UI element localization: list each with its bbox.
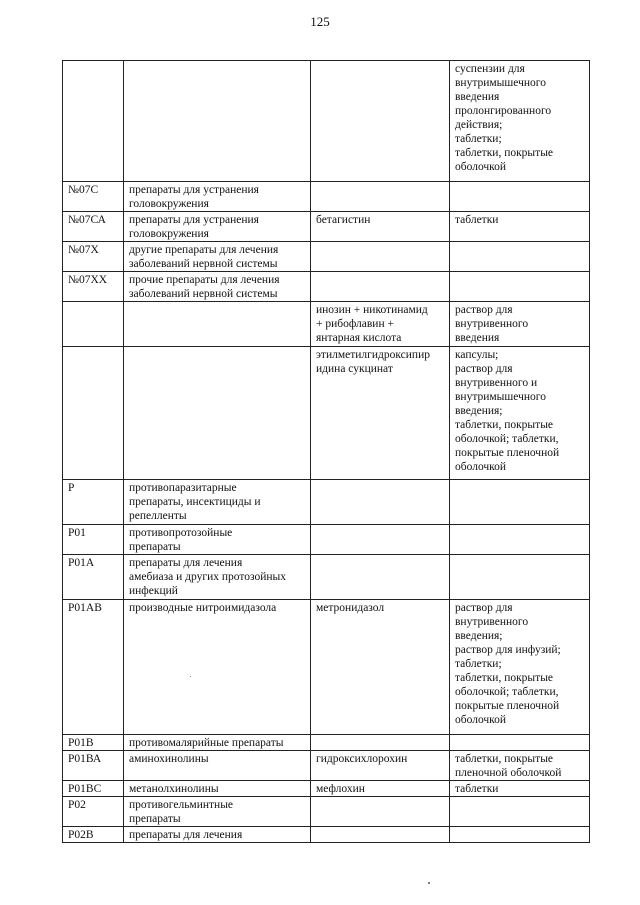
dosage-form-cell: раствор для внутривенного введения bbox=[450, 302, 590, 347]
drug-table bbox=[62, 60, 590, 843]
drug-name-cell bbox=[311, 61, 450, 182]
dosage-form-cell: капсулы; раствор для внутривенного и внутримышечного введения; таблетки, покрытые оболочкой; таблетки, покрытые пленочной оболочкой bbox=[450, 347, 590, 480]
dosage-form-cell: раствор для внутривенного введения; раствор для инфузий; таблетки; таблетки, покрытые оболочкой; таблетки, покрытые пленочной оболочкой bbox=[450, 600, 590, 735]
dosage-form-cell bbox=[450, 797, 590, 827]
drug-name-cell bbox=[311, 182, 450, 212]
drug-name-cell bbox=[311, 480, 450, 525]
drug-name-cell bbox=[311, 242, 450, 272]
drug-name-cell bbox=[311, 555, 450, 600]
group-name-cell: противомалярийные препараты bbox=[124, 735, 311, 751]
drug-name-cell: гидроксихлорохин bbox=[311, 751, 450, 781]
group-name-cell bbox=[124, 302, 311, 347]
group-name-cell bbox=[124, 347, 311, 480]
drug-name-cell bbox=[311, 827, 450, 843]
group-name-cell: производные нитроимидазола bbox=[124, 600, 311, 735]
group-name-cell: препараты для устранения головокружения bbox=[124, 212, 311, 242]
dosage-form-cell bbox=[450, 272, 590, 302]
table-row bbox=[63, 735, 590, 751]
table-row bbox=[63, 827, 590, 843]
drug-name-cell: метронидазол bbox=[311, 600, 450, 735]
atc-code-cell bbox=[63, 302, 124, 347]
table-row bbox=[63, 600, 590, 735]
table-row bbox=[63, 751, 590, 781]
table-row bbox=[63, 480, 590, 525]
group-name-cell: метанолхинолины bbox=[124, 781, 311, 797]
group-name-cell: препараты для лечения bbox=[124, 827, 311, 843]
atc-code-cell: Р bbox=[63, 480, 124, 525]
group-name-cell: препараты для устранения головокружения bbox=[124, 182, 311, 212]
dosage-form-cell: таблетки bbox=[450, 212, 590, 242]
atc-code-cell: Р01ВА bbox=[63, 751, 124, 781]
atc-code-cell: Р01АВ bbox=[63, 600, 124, 735]
atc-code-cell: №07Х bbox=[63, 242, 124, 272]
dosage-form-cell bbox=[450, 525, 590, 555]
drug-name-cell bbox=[311, 797, 450, 827]
table-row bbox=[63, 242, 590, 272]
drug-name-cell bbox=[311, 272, 450, 302]
atc-code-cell: Р01 bbox=[63, 525, 124, 555]
drug-name-cell: мефлохин bbox=[311, 781, 450, 797]
atc-code-cell: Р02 bbox=[63, 797, 124, 827]
group-name-cell: прочие препараты для лечения заболеваний нервной системы bbox=[124, 272, 311, 302]
dosage-form-cell: таблетки bbox=[450, 781, 590, 797]
dosage-form-cell bbox=[450, 182, 590, 212]
drug-name-cell bbox=[311, 525, 450, 555]
table-row bbox=[63, 347, 590, 480]
table-row bbox=[63, 781, 590, 797]
table-row bbox=[63, 182, 590, 212]
atc-code-cell: Р02В bbox=[63, 827, 124, 843]
dosage-form-cell bbox=[450, 242, 590, 272]
group-name-cell: противопротозойные препараты bbox=[124, 525, 311, 555]
atc-code-cell bbox=[63, 347, 124, 480]
atc-code-cell: №07С bbox=[63, 182, 124, 212]
atc-code-cell: Р01ВС bbox=[63, 781, 124, 797]
group-name-cell: противопаразитарные препараты, инсектициды и репелленты bbox=[124, 480, 311, 525]
page-number: 125 bbox=[310, 14, 330, 29]
dosage-form-cell bbox=[450, 480, 590, 525]
group-name-cell: противогельминтные препараты bbox=[124, 797, 311, 827]
table-row bbox=[63, 61, 590, 182]
dosage-form-cell bbox=[450, 827, 590, 843]
atc-code-cell: Р01А bbox=[63, 555, 124, 600]
table-row bbox=[63, 525, 590, 555]
atc-code-cell bbox=[63, 61, 124, 182]
group-name-cell: препараты для лечения амебиаза и других протозойных инфекций bbox=[124, 555, 311, 600]
scan-speck bbox=[428, 882, 430, 884]
drug-name-cell: этилметилгидроксипир идина сукцинат bbox=[311, 347, 450, 480]
drug-name-cell bbox=[311, 735, 450, 751]
drug-name-cell: бетагистин bbox=[311, 212, 450, 242]
dosage-form-cell bbox=[450, 555, 590, 600]
atc-code-cell: №07ХХ bbox=[63, 272, 124, 302]
dosage-form-cell bbox=[450, 735, 590, 751]
atc-code-cell: №07СА bbox=[63, 212, 124, 242]
group-name-cell: другие препараты для лечения заболеваний нервной системы bbox=[124, 242, 311, 272]
drug-name-cell: инозин + никотинамид + рибофлавин + янтарная кислота bbox=[311, 302, 450, 347]
table-row bbox=[63, 555, 590, 600]
table-row bbox=[63, 797, 590, 827]
group-name-cell: аминохинолины bbox=[124, 751, 311, 781]
table-row bbox=[63, 272, 590, 302]
dosage-form-cell: таблетки, покрытые пленочной оболочкой bbox=[450, 751, 590, 781]
table-row bbox=[63, 212, 590, 242]
group-name-cell bbox=[124, 61, 311, 182]
dosage-form-cell: суспензии для внутримышечного введения пролонгированного действия; таблетки; таблетки, покрытые оболочкой bbox=[450, 61, 590, 182]
scan-speck bbox=[190, 676, 191, 677]
table-row bbox=[63, 302, 590, 347]
atc-code-cell: Р01В bbox=[63, 735, 124, 751]
